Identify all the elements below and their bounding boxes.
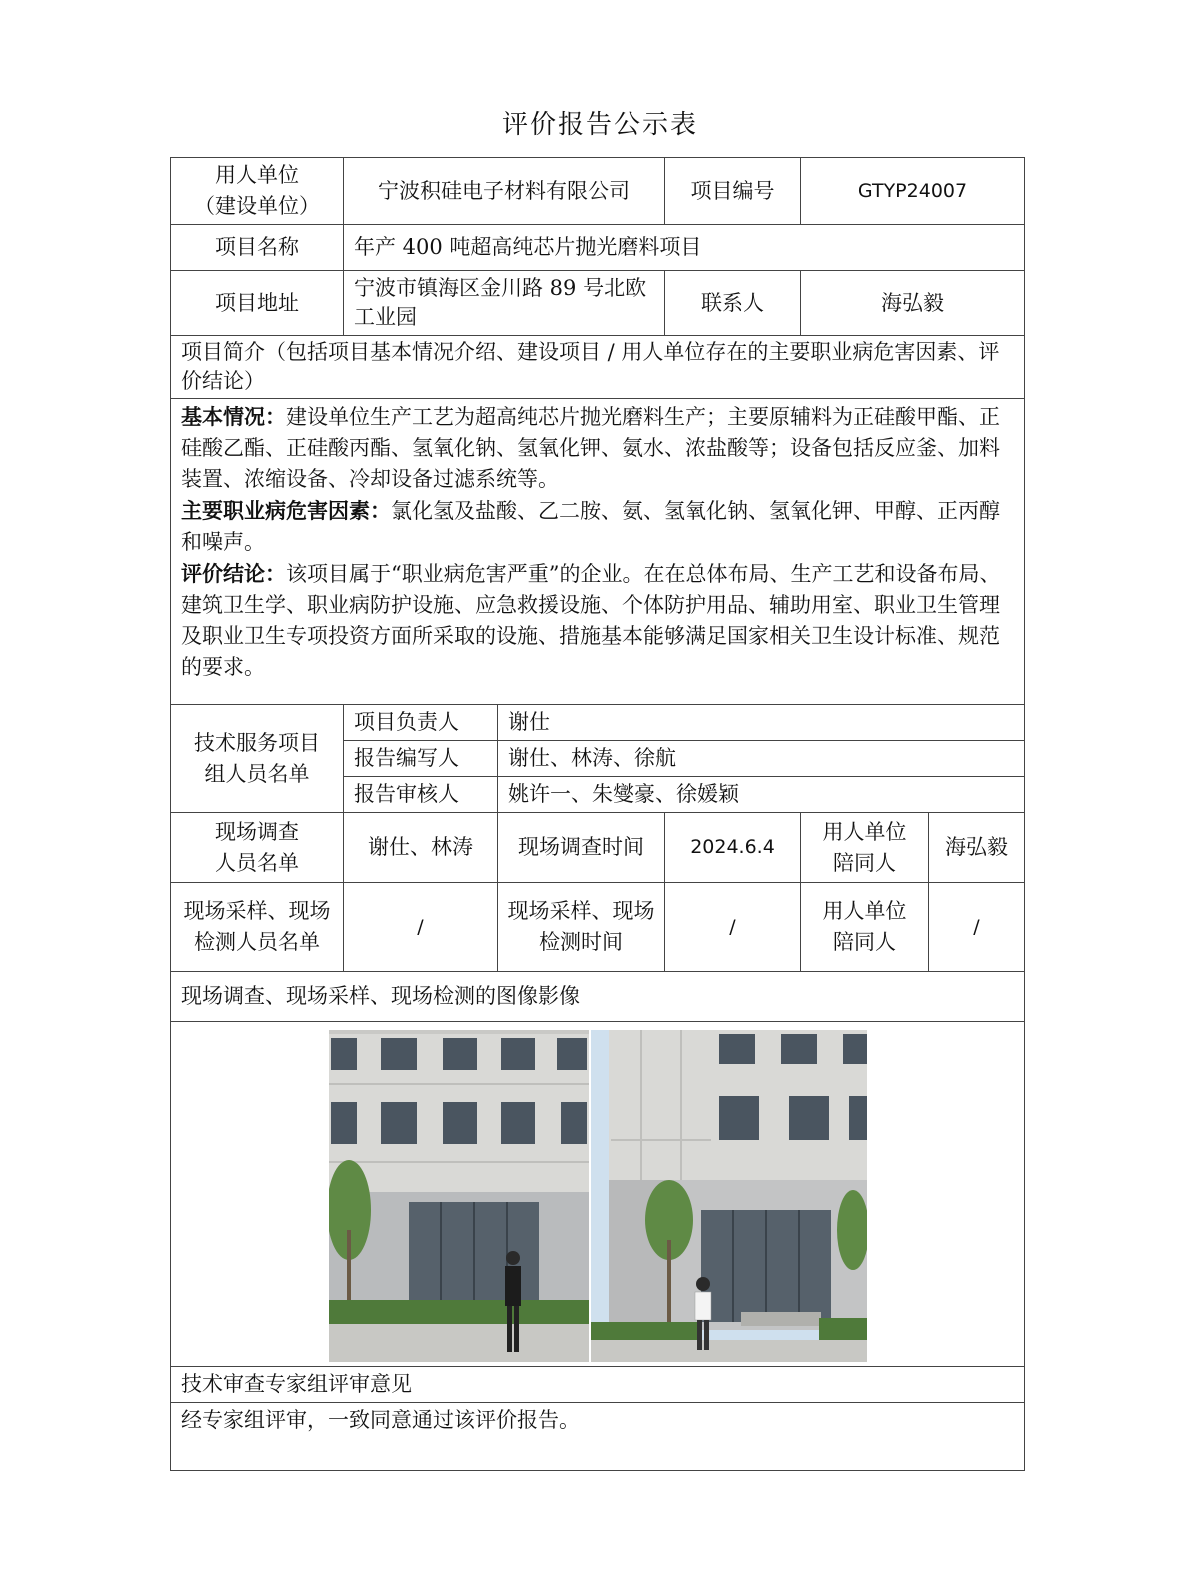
photos-cell [171,1022,1025,1367]
team-row-lead [171,705,1025,741]
project-no-label: 项目编号 [665,158,801,225]
site-photo-left-image [329,1030,589,1362]
survey-label [171,813,344,883]
expert-header-row [171,1367,1025,1403]
expert-opinion: 经专家组评审，一致同意通过该评价报告。 [171,1403,1025,1471]
survey-accomp-label [801,813,929,883]
employer-label-line2: （建设单位） [194,194,320,218]
conclusion-text: 该项目属于“职业病危害严重”的企业。在在总体布局、生产工艺和设备布局、建筑卫生学、职业病防护设施、应急救援设施、个体防护用品、辅助用室、职业卫生管理及职业卫生专项投资方面所采取的设施、措施基本能够满足国家相关卫生设计标准、规范的要求。 [181,562,1001,679]
sampling-accomp-label-line2: 陪同人 [833,930,896,954]
employer-row [171,158,1025,225]
team-label-line2: 组人员名单 [204,761,310,786]
project-name-value: 年产 400 吨超高纯芯片抛光磨料项目 [344,225,1025,271]
images-header: 现场调查、现场采样、现场检测的图像影像 [171,972,1025,1022]
sampling-accomp-value: / [929,883,1025,972]
employer-value: 宁波积硅电子材料有限公司 [344,158,665,225]
contact-label: 联系人 [665,271,801,336]
sampling-accomp-label [801,883,929,972]
sampling-label-line2: 检测人员名单 [194,930,320,954]
intro-header-row [171,336,1025,399]
survey-accomp-label-line2: 陪同人 [833,850,896,875]
survey-row [171,813,1025,883]
sampling-time-label-line2: 检测时间 [539,930,623,954]
site-photo-right [591,1030,867,1362]
sampling-label-line1: 现场采样、现场 [183,899,331,923]
sampling-people: / [344,883,498,972]
site-photo-right-image [591,1030,867,1362]
images-header-row [171,972,1025,1022]
conclusion-paragraph [181,558,1014,683]
contact-value: 海弘毅 [801,271,1025,336]
summary-row [171,399,1025,705]
project-name-label: 项目名称 [171,225,344,271]
employer-label [171,158,344,225]
disclosure-table [170,157,1025,1471]
employer-label-line1: 用人单位 [215,163,299,187]
sampling-accomp-label-line1: 用人单位 [822,899,907,923]
sampling-label [171,883,344,972]
sampling-row [171,883,1025,972]
reviewer-value: 姚许一、朱燮豪、徐媛颖 [498,777,1025,813]
summary-cell [171,399,1025,705]
team-label-line1: 技术服务项目 [194,730,320,755]
hazards-paragraph [181,495,1014,558]
site-photo-left [329,1030,589,1362]
survey-label-line1: 现场调查 [215,819,299,844]
survey-accomp-label-line1: 用人单位 [822,819,907,844]
basic-paragraph [181,401,1014,495]
intro-header: 项目简介（包括项目基本情况介绍、建设项目 / 用人单位存在的主要职业病危害因素、评价结论） [171,336,1025,399]
photos-row [171,1022,1025,1367]
survey-people: 谢仕、林涛 [344,813,498,883]
hazards-label: 主要职业病危害因素： [181,498,391,523]
survey-time-value: 2024.6.4 [665,813,801,883]
expert-header: 技术审查专家组评审意见 [171,1367,1025,1403]
conclusion-label: 评价结论： [181,561,286,586]
address-label: 项目地址 [171,271,344,336]
address-value: 宁波市镇海区金川路 89 号北欧工业园 [344,271,665,336]
survey-label-line2: 人员名单 [215,850,299,875]
lead-value: 谢仕 [498,705,1025,741]
sampling-time-value: / [665,883,801,972]
expert-opinion-row [171,1403,1025,1471]
address-row [171,271,1025,336]
writer-value: 谢仕、林涛、徐航 [498,741,1025,777]
team-label [171,705,344,813]
project-name-row [171,225,1025,271]
photo-strip [171,1030,1024,1362]
basic-text: 建设单位生产工艺为超高纯芯片抛光磨料生产；主要原辅料为正硅酸甲酯、正硅酸乙酯、正硅酸丙酯、氢氧化钠、氢氧化钾、氨水、浓盐酸等；设备包括反应釜、加料装置、浓缩设备、冷却设备过滤系统等。 [181,405,1000,491]
hazards-text: 氯化氢及盐酸、乙二胺、氨、氢氧化钠、氢氧化钾、甲醇、正丙醇和噪声。 [181,499,1000,554]
survey-accomp-value: 海弘毅 [929,813,1025,883]
writer-label: 报告编写人 [344,741,498,777]
sampling-time-label [498,883,665,972]
reviewer-label: 报告审核人 [344,777,498,813]
page-title: 评价报告公示表 [501,110,698,140]
lead-label: 项目负责人 [344,705,498,741]
sampling-time-label-line1: 现场采样、现场 [507,899,655,923]
project-no-value: GTYP24007 [801,158,1025,225]
basic-label: 基本情况： [181,404,286,429]
survey-time-label: 现场调查时间 [498,813,665,883]
